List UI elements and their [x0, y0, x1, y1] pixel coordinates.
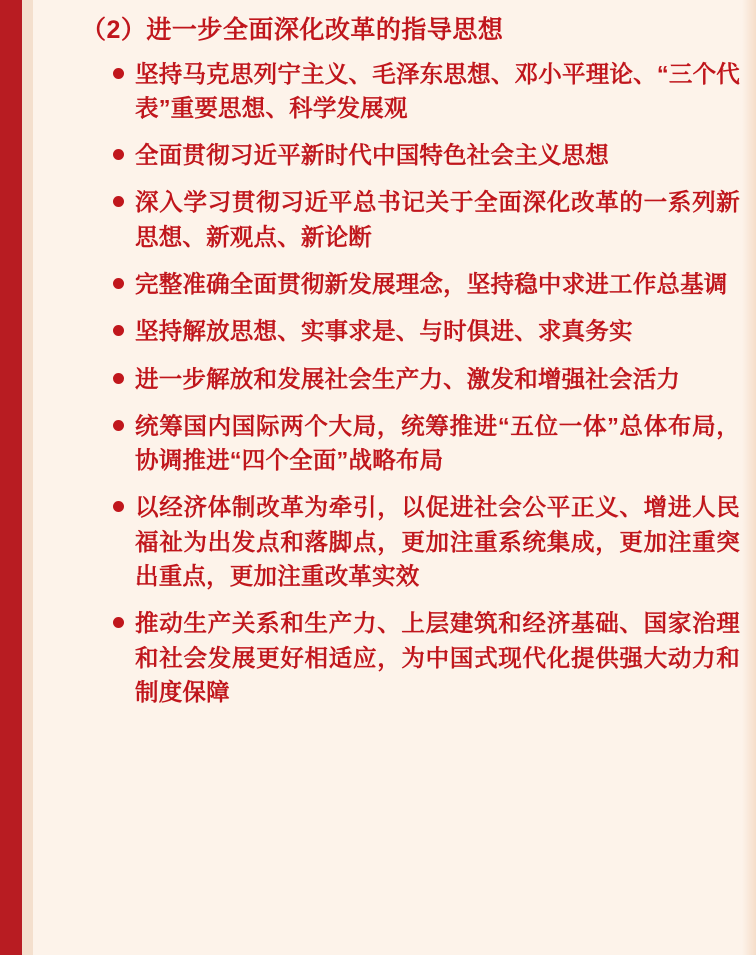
- list-item: 深入学习贯彻习近平总书记关于全面深化改革的一系列新思想、新观点、新论断: [111, 185, 740, 254]
- page-title: （2）进一步全面深化改革的指导思想: [81, 16, 504, 44]
- list-item: 以经济体制改革为牵引，以促进社会公平正义、增进人民福祉为出发点和落脚点，更加注重系统集成，更加注重突出重点，更加注重改革实效: [111, 490, 740, 593]
- list-item: 完整准确全面贯彻新发展理念，坚持稳中求进工作总基调: [111, 267, 740, 301]
- list-item: 坚持解放思想、实事求是、与时俱进、求真务实: [111, 314, 740, 348]
- list-item: 进一步解放和发展社会生产力、激发和增强社会活力: [111, 362, 740, 396]
- guiding-principles-list: [73, 57, 740, 710]
- content-area: [33, 0, 756, 955]
- left-accent-bar-inner: [22, 0, 33, 955]
- list-item: 推动生产关系和生产力、上层建筑和经济基础、国家治理和社会发展更好相适应，为中国式现代化提供强大动力和制度保障: [111, 606, 740, 709]
- list-item: 全面贯彻习近平新时代中国特色社会主义思想: [111, 138, 740, 172]
- list-item: 坚持马克思列宁主义、毛泽东思想、邓小平理论、“三个代表”重要思想、科学发展观: [111, 57, 740, 126]
- list-item: 统筹国内国际两个大局，统筹推进“五位一体”总体布局，协调推进“四个全面”战略布局: [111, 409, 740, 478]
- left-accent-bar: [0, 0, 22, 955]
